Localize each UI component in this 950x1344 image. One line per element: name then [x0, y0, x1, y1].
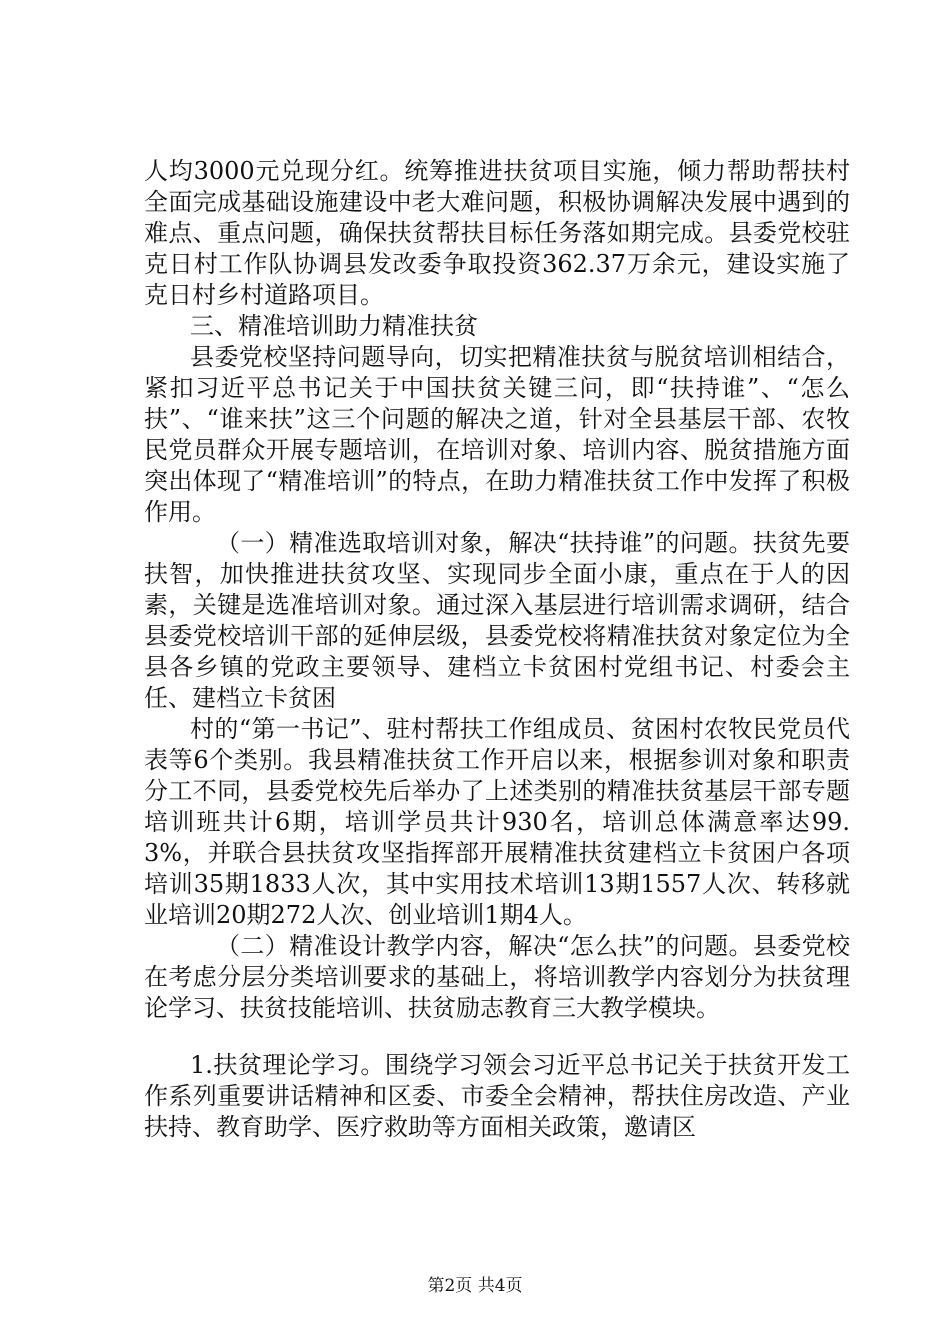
- paragraph-subsection-one: （一）精准选取培训对象，解决“扶持谁”的问题。扶贫先要扶智，加快推进扶贫攻坚、实现同步全面小康，重点在于人的因素，关键是选准培训对象。通过深入基层进行培训需求调研，结合县委党校培训干部的延伸层级，县委党校将精准扶贫对象定位为全县各乡镇的党政主要领导、建档立卡贫困村党组书记、村委会主任、建档立卡贫困: [144, 529, 850, 712]
- document-body: [144, 156, 850, 1143]
- paragraph-subsection-one-continued: 村的“第一书记”、驻村帮扶工作组成员、贫困村农牧民党员代表等6个类别。我县精准扶贫工作开启以来，根据参训对象和职责分工不同，县委党校先后举办了上述类别的精准扶贫基层干部专题培训班共计6期，培训学员共计930名，培训总体满意率达99.3%，并联合县扶贫攻坚指挥部开展精准扶贫建档立卡贫困户各项培训35期1833人次，其中实用技术培训13期1557人次、转移就业培训20期272人次、创业培训1期4人。: [144, 715, 850, 929]
- page-footer: 第2页 共4页: [427, 1276, 523, 1296]
- paragraph-item-one: 1.扶贫理论学习。围绕学习领会习近平总书记关于扶贫开发工作系列重要讲话精神和区委、市委全会精神，帮扶住房改造、产业扶持、教育助学、医疗救助等方面相关政策，邀请区: [144, 1051, 850, 1141]
- paragraph-continuation: 人均3000元兑现分红。统筹推进扶贫项目实施，倾力帮助帮扶村全面完成基础设施建设中老大难问题，积极协调解决发展中遇到的难点、重点问题，确保扶贫帮扶目标任务落如期完成。县委党校驻克日村工作队协调县发改委争取投资362.37万余元，建设实施了克日村乡村道路项目。: [144, 157, 850, 309]
- paragraph-intro: 县委党校坚持问题导向，切实把精准扶贫与脱贫培训相结合，紧扣习近平总书记关于中国扶贫关键三问，即“扶持谁”、“怎么扶”、“谁来扶”这三个问题的解决之道，针对全县基层干部、农牧民党员群众开展专题培训，在培训对象、培训内容、脱贫措施方面突出体现了“精准培训”的特点，在助力精准扶贫工作中发挥了积极作用。: [144, 343, 850, 526]
- paragraph-subsection-two: （二）精准设计教学内容，解决“怎么扶”的问题。县委党校在考虑分层分类培训要求的基础上，将培训教学内容划分为扶贫理论学习、扶贫技能培训、扶贫励志教育三大教学模块。: [144, 932, 850, 1022]
- paragraph-spacer: [144, 1024, 850, 1050]
- section-heading: 三、精准培训助力精准扶贫: [190, 312, 478, 340]
